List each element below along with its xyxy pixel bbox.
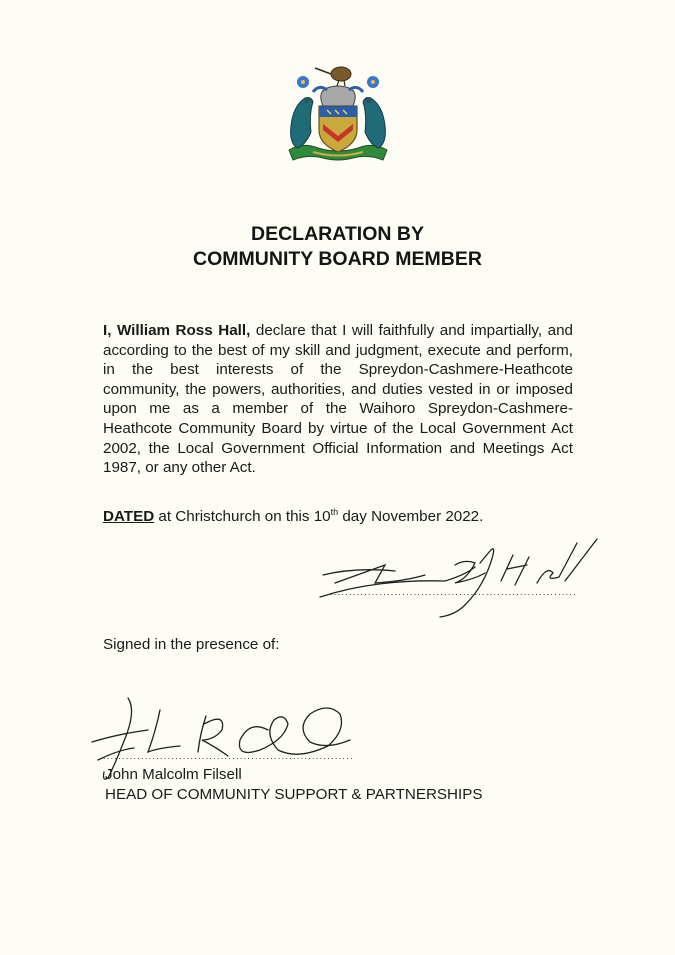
declaration-paragraph — [103, 321, 573, 478]
declarant-name: I, William Ross Hall, — [103, 322, 251, 339]
signed-in-presence-label: Signed in the presence of: — [103, 636, 280, 653]
member-signature-line: ................................................................. — [330, 587, 578, 597]
dated-line — [103, 507, 483, 525]
document-title-line-2: COMMUNITY BOARD MEMBER — [193, 248, 482, 270]
dated-label: DATED — [103, 508, 155, 526]
dated-ordinal: th — [330, 507, 339, 517]
declaration-text: declare that I will faithfully and impartially, and according to the best of my skill and judgment, execute and perform, in the best interests of the Spreydon-Cashmere-Heathcote community, the powers, authorities, and duties vested in or imposed upon me as a member of the Waihoro Spreydon-Cashmere-Heathcote Community Board by virtue of the Local Government Act 2002, the Local Government Official Information and Meetings Act 1987, or any other Act. — [103, 322, 573, 477]
dated-text-after: day November 2022. — [338, 508, 484, 526]
member-signature — [315, 535, 600, 620]
document-title-line-1: DECLARATION BY — [251, 223, 424, 245]
christchurch-coat-of-arms-icon — [283, 62, 393, 166]
witness-title: HEAD OF COMMUNITY SUPPORT & PARTNERSHIPS — [105, 786, 483, 803]
witness-name: John Malcolm Filsell — [105, 766, 242, 783]
witness-signature-line: .................................................................. — [103, 751, 354, 761]
dated-text-before: at Christchurch on this 10 — [154, 508, 331, 526]
